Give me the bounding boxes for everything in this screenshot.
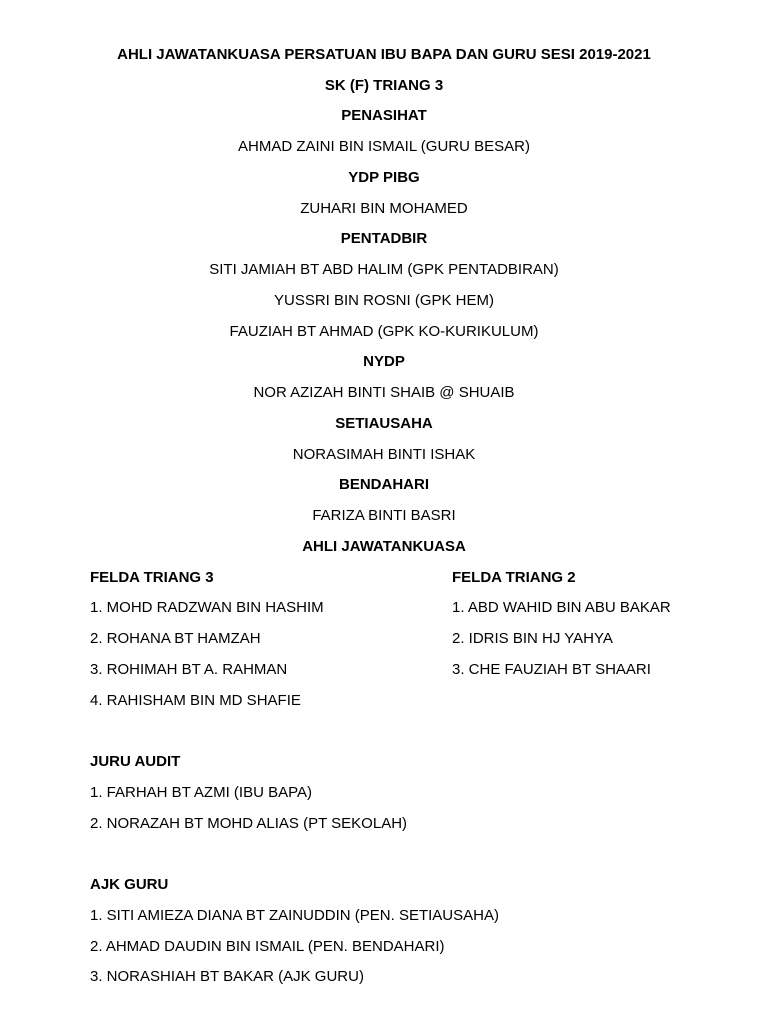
school-name: SK (F) TRIANG 3 (324, 77, 444, 94)
document-title: AHLI JAWATANKUASA PERSATUAN IBU BAPA DAN GURU SESI 2019-2021 (117, 46, 651, 63)
felda-triang-2-member: 2. IDRIS BIN HJ YAHYA (452, 630, 613, 647)
bendahari-heading: BENDAHARI (339, 476, 429, 493)
felda-triang-3-member: 4. RAHISHAM BIN MD SHAFIE (90, 692, 301, 709)
felda-triang-3-member: 3. ROHIMAH BT A. RAHMAN (90, 661, 288, 678)
nydp-heading: NYDP (363, 353, 405, 370)
ajk-heading: AHLI JAWATANKUASA (302, 538, 466, 555)
ydp-member: ZUHARI BIN MOHAMED (300, 200, 468, 217)
ydp-heading: YDP PIBG (348, 169, 420, 186)
pentadbir-heading: PENTADBIR (340, 230, 428, 247)
pentadbir-member: FAUZIAH BT AHMAD (GPK KO-KURIKULUM) (229, 323, 539, 340)
ajk-guru-member: 2. AHMAD DAUDIN BIN ISMAIL (PEN. BENDAHARI) (90, 938, 445, 955)
ajk-guru-heading: AJK GURU (90, 876, 169, 893)
setiausaha-heading: SETIAUSAHA (335, 415, 433, 432)
juru-audit-member: 1. FARHAH BT AZMI (IBU BAPA) (90, 784, 312, 801)
juru-audit-heading: JURU AUDIT (90, 753, 181, 770)
penasihat-member: AHMAD ZAINI BIN ISMAIL (GURU BESAR) (238, 138, 530, 155)
felda-triang-2-heading: FELDA TRIANG 2 (452, 569, 576, 586)
felda-triang-3-heading: FELDA TRIANG 3 (90, 569, 214, 586)
bendahari-member: FARIZA BINTI BASRI (312, 507, 456, 524)
ajk-guru-member: 3. NORASHIAH BT BAKAR (AJK GURU) (90, 968, 364, 985)
nydp-member: NOR AZIZAH BINTI SHAIB @ SHUAIB (253, 384, 515, 401)
pentadbir-member: SITI JAMIAH BT ABD HALIM (GPK PENTADBIRAN) (209, 261, 559, 278)
ajk-guru-member: 1. SITI AMIEZA DIANA BT ZAINUDDIN (PEN. SETIAUSAHA) (90, 907, 499, 924)
pentadbir-member: YUSSRI BIN ROSNI (GPK HEM) (273, 292, 495, 309)
juru-audit-member: 2. NORAZAH BT MOHD ALIAS (PT SEKOLAH) (90, 815, 408, 832)
setiausaha-member: NORASIMAH BINTI ISHAK (292, 446, 476, 463)
felda-triang-2-member: 1. ABD WAHID BIN ABU BAKAR (452, 599, 671, 616)
felda-triang-3-member: 2. ROHANA BT HAMZAH (90, 630, 261, 647)
felda-triang-3-member: 1. MOHD RADZWAN BIN HASHIM (90, 599, 324, 616)
felda-triang-2-member: 3. CHE FAUZIAH BT SHAARI (452, 661, 651, 678)
penasihat-heading: PENASIHAT (341, 107, 427, 124)
